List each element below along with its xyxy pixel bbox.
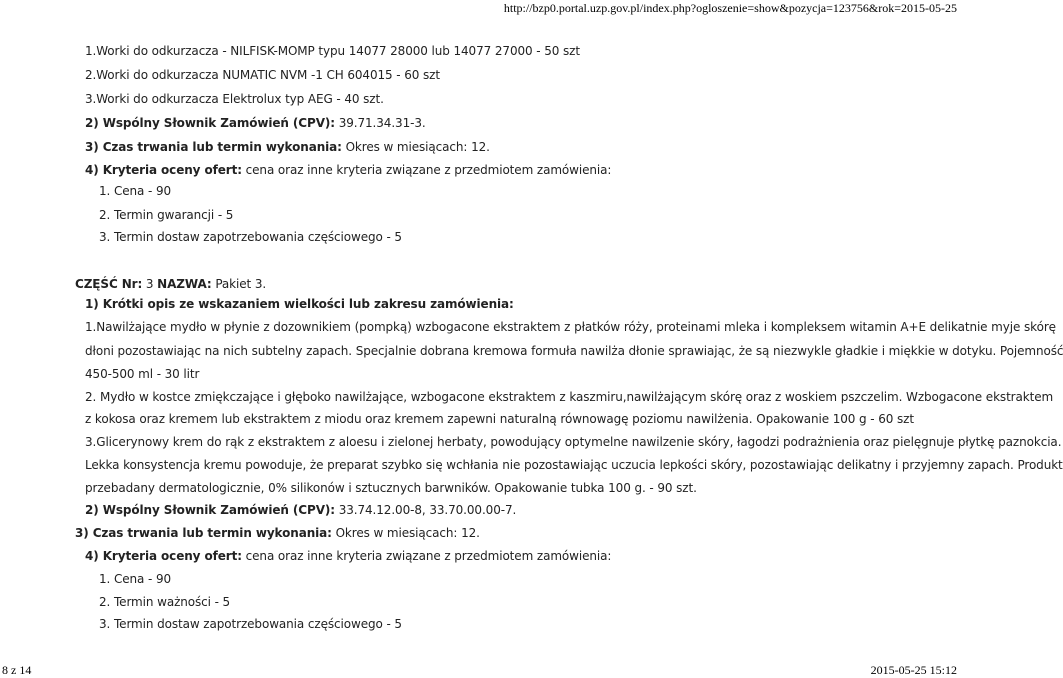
page-url-header: http://bzp0.portal.uzp.gov.pl/index.php?ogloszenie=show&pozycja=123756&rok=2015-05-25 (503, 1, 957, 15)
part-number-label: CZĘŚĆ Nr: (75, 277, 143, 291)
criteria-label: 4) Kryteria oceny ofert: (85, 163, 242, 177)
description-line: dłoni pozostawiając na nich subtelny zapach. Specjalnie dobrana kremowa formuła nawilża dłonie sprawiając, że są niezwykle gładkie i miękkie w dotyku. Pojemność (85, 344, 1063, 358)
cpv-value: 33.74.12.00-8, 33.70.00.00-7. (334, 503, 517, 517)
description-line: przebadany dermatologicznie, 0% silikonów i sztucznych barwników. Opakowanie tubka 100 g. - 90 szt. (85, 481, 697, 495)
criteria-row (85, 549, 611, 564)
print-datetime: 2015-05-25 15:12 (870, 663, 957, 677)
criterion-item: 2. Termin ważności - 5 (99, 595, 231, 609)
description-line: 3.Glicerynowy krem do rąk z ekstraktem z aloesu i zielonej herbaty, powodujący optymelne nawilzenie skóry, łagodzi podrażnienia oraz pielęgnuje płytkę paznokcia. (85, 435, 1062, 449)
term-row (75, 526, 480, 541)
part-name: Pakiet 3. (211, 277, 267, 291)
criterion-item: 1. Cena - 90 (99, 184, 172, 198)
description-line: 450-500 ml - 30 litr (85, 367, 200, 381)
description-line: 1.Nawilżające mydło w płynie z dozownikiem (pompką) wzbogacone ekstraktem z płatków róży, proteinami mleka i kompleksem witamin A+E delikatnie myje skórę (85, 320, 1056, 334)
criterion-item: 3. Termin dostaw zapotrzebowania częściowego - 5 (99, 617, 402, 631)
criteria-value: cena oraz inne kryteria związane z przedmiotem zamówienia: (241, 163, 612, 177)
term-label: 3) Czas trwania lub termin wykonania: (75, 526, 332, 540)
cpv-label: 2) Wspólny Słownik Zamówień (CPV): (85, 116, 335, 130)
term-value: Okres w miesiącach: 12. (331, 526, 480, 540)
cpv-row (85, 116, 426, 131)
part-heading (75, 277, 266, 292)
cpv-value: 39.71.34.31-3. (334, 116, 426, 130)
part-name-label: NAZWA: (157, 277, 212, 291)
criteria-label: 4) Kryteria oceny ofert: (85, 549, 242, 563)
description-line: 2. Mydło w kostce zmiękczające i głęboko nawilżające, wzbogacone ekstraktem z kaszmiru,nawilżającym skórę oraz z woskiem pszczelim. Wzbogacone ekstraktem (85, 390, 1054, 404)
description-line: z kokosa oraz kremem lub ekstraktem z miodu oraz kremem zapewni naturalną równowagę poziomu nawilżenia. Opakowanie 100 g - 60 szt (85, 412, 914, 426)
item-line: 2.Worki do odkurzacza NUMATIC NVM -1 CH 604015 - 60 szt (85, 68, 440, 82)
item-line: 1.Worki do odkurzacza - NILFISK-MOMP typu 14077 28000 lub 14077 27000 - 50 szt (85, 44, 580, 58)
criteria-row (85, 163, 611, 178)
term-label: 3) Czas trwania lub termin wykonania: (85, 140, 342, 154)
item-line: 3.Worki do odkurzacza Elektrolux typ AEG - 40 szt. (85, 92, 384, 106)
term-row (85, 140, 490, 155)
cpv-row (85, 503, 516, 518)
criteria-value: cena oraz inne kryteria związane z przedmiotem zamówienia: (241, 549, 612, 563)
criterion-item: 2. Termin gwarancji - 5 (99, 208, 234, 222)
description-heading: 1) Krótki opis ze wskazaniem wielkości lub zakresu zamówienia: (85, 297, 514, 311)
criterion-item: 3. Termin dostaw zapotrzebowania częściowego - 5 (99, 230, 402, 244)
part-number: 3 (142, 277, 158, 291)
cpv-label: 2) Wspólny Słownik Zamówień (CPV): (85, 503, 335, 517)
page-number: 8 z 14 (2, 663, 32, 677)
description-line: Lekka konsystencja kremu powoduje, że preparat szybko się wchłania nie pozostawiając uczucia lepkości skóry, pozostawiając delikatny i przyjemny zapach. Produkt (85, 458, 1063, 472)
term-value: Okres w miesiącach: 12. (341, 140, 490, 154)
criterion-item: 1. Cena - 90 (99, 572, 172, 586)
